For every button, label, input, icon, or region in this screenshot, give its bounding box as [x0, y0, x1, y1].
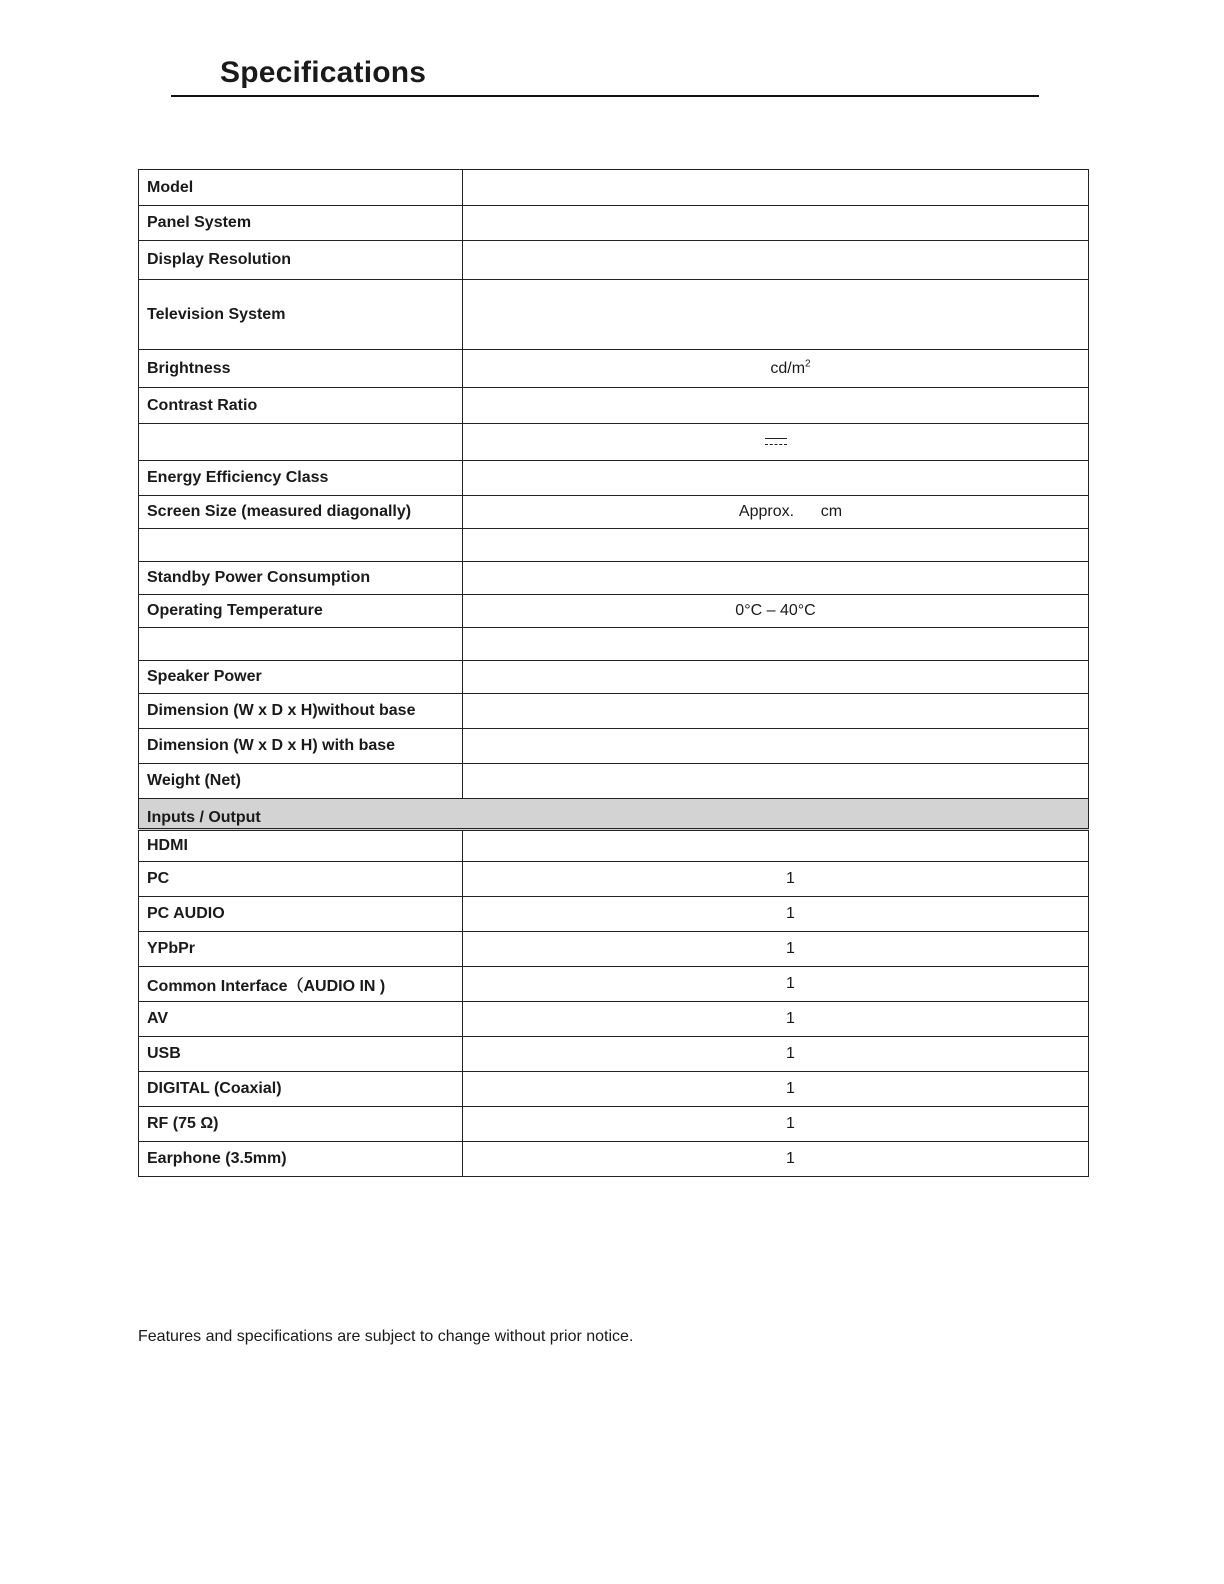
io-row-ypbpr [139, 932, 1089, 967]
io-count: 1 [786, 1115, 795, 1132]
spec-value [463, 661, 1089, 694]
io-row-digital-coaxial [139, 1072, 1089, 1107]
spec-label: Dimension (W x D x H)without base [139, 694, 463, 729]
io-value [463, 897, 1089, 932]
spec-row-contrast-ratio [139, 388, 1089, 424]
spec-label: Contrast Ratio [139, 388, 463, 424]
spec-value [463, 280, 1089, 350]
spec-value [463, 461, 1089, 496]
spec-row-blank [139, 529, 1089, 562]
io-row-pc-audio [139, 897, 1089, 932]
io-row-usb [139, 1037, 1089, 1072]
screen-size-value: Approx. cm [738, 503, 843, 520]
brightness-unit: cd/m [770, 360, 806, 378]
spec-row-dimension-with-base [139, 729, 1089, 764]
io-row-hdmi [139, 830, 1089, 862]
footer-note: Features and specifications are subject to change without prior notice. [138, 1328, 634, 1345]
io-label: HDMI [139, 830, 463, 862]
io-row-earphone [139, 1142, 1089, 1177]
spec-label: Speaker Power [139, 661, 463, 694]
io-label: AV [139, 1002, 463, 1037]
spec-row-standby-power [139, 562, 1089, 595]
spec-label: Weight (Net) [139, 764, 463, 799]
spec-row-operating-temperature [139, 595, 1089, 628]
spec-row-energy-efficiency [139, 461, 1089, 496]
io-value [463, 967, 1089, 1002]
io-row-pc [139, 862, 1089, 897]
io-label: DIGITAL (Coaxial) [139, 1072, 463, 1107]
io-label: Common Interface（AUDIO IN ) [139, 967, 463, 1002]
spec-label: Model [139, 170, 463, 206]
spec-row-television-system [139, 280, 1089, 350]
spec-value [463, 529, 1089, 562]
io-count: 1 [786, 1080, 795, 1097]
spec-row-display-resolution [139, 241, 1089, 280]
io-count: 1 [786, 940, 795, 957]
io-count: 1 [786, 1150, 795, 1167]
spec-label: Dimension (W x D x H) with base [139, 729, 463, 764]
io-value [463, 1037, 1089, 1072]
spec-row-screen-size [139, 496, 1089, 529]
title-divider [171, 95, 1039, 97]
io-value [463, 932, 1089, 967]
spec-value [463, 496, 1089, 529]
section-header-inputs-output [139, 799, 1089, 830]
spec-label: Screen Size (measured diagonally) [139, 496, 463, 529]
spec-label: Television System [139, 280, 463, 350]
io-count: 1 [786, 905, 795, 922]
spec-value [463, 350, 1089, 388]
spec-label: Display Resolution [139, 241, 463, 280]
spec-value [463, 170, 1089, 206]
dc-current-icon [765, 437, 787, 447]
io-value [463, 830, 1089, 862]
io-label: Earphone (3.5mm) [139, 1142, 463, 1177]
io-count: 1 [786, 1010, 795, 1027]
spec-value [463, 628, 1089, 661]
spec-value [463, 424, 1089, 461]
spec-row-panel-system [139, 206, 1089, 241]
spec-row-power-input [139, 424, 1089, 461]
io-label: YPbPr [139, 932, 463, 967]
io-label: RF (75 Ω) [139, 1107, 463, 1142]
io-value [463, 1107, 1089, 1142]
spec-value [463, 241, 1089, 280]
io-row-av [139, 1002, 1089, 1037]
io-value [463, 1002, 1089, 1037]
spec-value [463, 764, 1089, 799]
io-row-common-interface [139, 967, 1089, 1002]
io-value [463, 1142, 1089, 1177]
spec-row-model [139, 170, 1089, 206]
spec-label [139, 424, 463, 461]
io-count: 1 [786, 975, 795, 992]
brightness-unit-superscript: 2 [805, 358, 811, 370]
io-row-rf [139, 1107, 1089, 1142]
spec-value [463, 694, 1089, 729]
specifications-table [138, 169, 1089, 1177]
io-label: USB [139, 1037, 463, 1072]
spec-label: Energy Efficiency Class [139, 461, 463, 496]
spec-row-brightness [139, 350, 1089, 388]
spec-row-speaker-power [139, 661, 1089, 694]
spec-row-dimension-without-base [139, 694, 1089, 729]
spec-label: Panel System [139, 206, 463, 241]
spec-label [139, 628, 463, 661]
io-value [463, 1072, 1089, 1107]
io-value [463, 862, 1089, 897]
io-label: PC [139, 862, 463, 897]
spec-value [463, 562, 1089, 595]
page-title: Specifications [220, 56, 427, 89]
spec-label: Brightness [139, 350, 463, 388]
spec-value [463, 729, 1089, 764]
spec-row-blank [139, 628, 1089, 661]
spec-label: Operating Temperature [139, 595, 463, 628]
spec-row-weight [139, 764, 1089, 799]
io-label: PC AUDIO [139, 897, 463, 932]
spec-value: 0°C – 40°C [463, 595, 1089, 628]
spec-value [463, 206, 1089, 241]
io-count: 1 [786, 1045, 795, 1062]
spec-label: Standby Power Consumption [139, 562, 463, 595]
spec-label [139, 529, 463, 562]
spec-value [463, 388, 1089, 424]
io-count: 1 [786, 870, 795, 887]
section-title: Inputs / Output [139, 799, 1089, 830]
